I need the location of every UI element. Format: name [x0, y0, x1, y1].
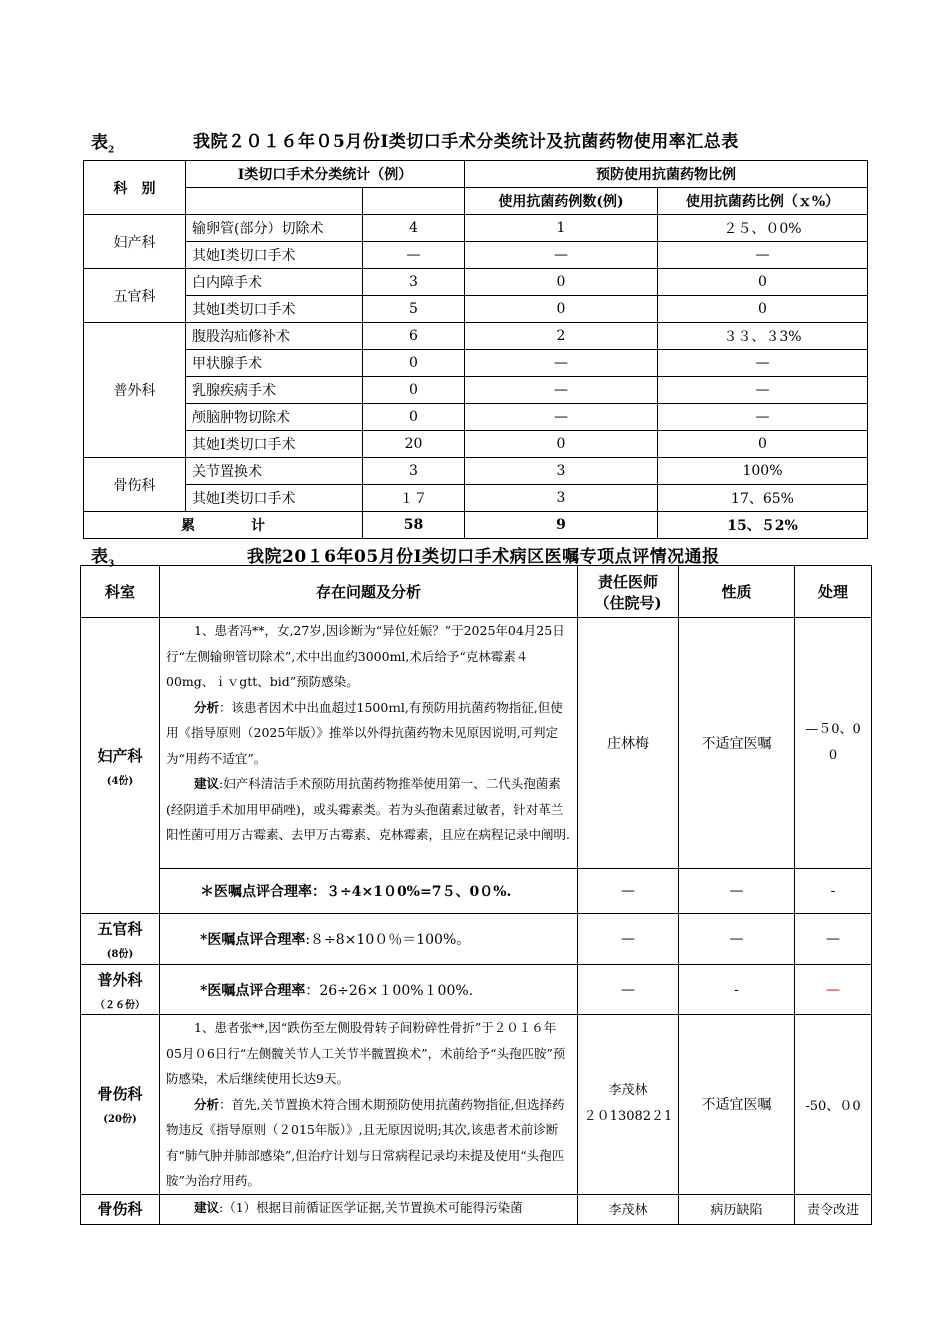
count-cell: 5	[363, 296, 465, 323]
total-label: 累 计	[84, 512, 363, 539]
total-row	[84, 512, 868, 539]
ratio-cell: 100%	[658, 458, 868, 485]
table2-title: 我院２０１６年０5月份Ⅰ类切口手术分类统计及抗菌药物使用率汇总表	[193, 132, 739, 152]
table2-label: 表$_2$	[91, 133, 115, 156]
header-spacer	[363, 188, 465, 215]
table-row	[81, 1194, 872, 1224]
total-used: 9	[465, 512, 658, 539]
doctor-cell: 庄林梅	[578, 618, 679, 869]
surgery-cell: 关节置换术	[186, 458, 363, 485]
handling-cell: —	[795, 965, 872, 1015]
dept-cell: 普外科	[84, 323, 186, 458]
ratio-cell: —	[658, 350, 868, 377]
table-row	[84, 377, 868, 404]
used-cell: 0	[465, 269, 658, 296]
nature-cell: 不适宜医嘱	[679, 1015, 795, 1195]
table-row	[81, 914, 872, 965]
surgery-cell: 白内障手术	[186, 269, 363, 296]
table-row	[81, 965, 872, 1015]
case-text: 1、患者张**,因“跌伤至左侧股骨转子间粉碎性骨折”于２０１６年05月０6日行“左侧髋关节人工关节半髋置换术”，术前给予“头孢匹胺”预防感染，术后继续使用长达9天。	[166, 1020, 566, 1086]
table3-title: 我院20１6年05月份Ⅰ类切口手术病区医嘱专项点评情况通报	[247, 547, 720, 567]
surgery-stats-table	[83, 160, 868, 539]
dept-cell: 骨伤科 (20份)	[81, 1015, 160, 1195]
table-row	[81, 869, 872, 914]
surgery-cell: 甲状腺手术	[186, 350, 363, 377]
doctor-cell: 李茂林	[578, 1194, 679, 1224]
count-cell: 3	[363, 458, 465, 485]
header-spacer	[186, 188, 363, 215]
handling-cell: —	[795, 914, 872, 965]
count-cell: 4	[363, 215, 465, 242]
count-cell: 0	[363, 404, 465, 431]
handling-cell: 责令改进	[795, 1194, 872, 1224]
used-cell: 0	[465, 296, 658, 323]
surgery-cell: 其她Ⅰ类切口手术	[186, 296, 363, 323]
rate-cell: *医嘱点评合理率：26÷26×１00%１00%.	[160, 965, 578, 1015]
ratio-cell: 17、65%	[658, 485, 868, 512]
handling-cell: -50、０0	[795, 1015, 872, 1195]
advice-text: 建议:妇产科清洁手术预防用抗菌药物推举使用第一、二代头孢菌素(经阴道手术加用甲硝唑)，或头霉素类。若为头孢菌素过敏者，针对革兰阳性菌可用万古霉素、去甲万古霉素、克林霉素，且应在病程记录中阐明.	[166, 776, 570, 842]
header-prophylaxis: 预防使用抗菌药物比例	[465, 161, 868, 188]
nature-cell: -	[679, 965, 795, 1015]
ratio-cell: ２５、０0%	[658, 215, 868, 242]
handling-cell: -	[795, 869, 872, 914]
ratio-cell: ３３、３3%	[658, 323, 868, 350]
header-stat: Ⅰ类切口手术分类统计（例）	[186, 161, 465, 188]
table3-label: 表$_3$	[91, 547, 115, 570]
used-cell: 1	[465, 215, 658, 242]
case-text: 1、患者冯**，女,27岁,因诊断为“异位妊娠？”于2025年04月25日行“左侧输卵管切除术”,术中出血约3000ml,术后给予“克林霉素４00mg、ｉｖgtt、bid”预防感染。	[166, 623, 565, 689]
count-cell: —	[363, 242, 465, 269]
used-cell: 3	[465, 485, 658, 512]
dept-cell: 妇产科	[84, 215, 186, 269]
used-cell: —	[465, 377, 658, 404]
total-count: 58	[363, 512, 465, 539]
count-cell: 6	[363, 323, 465, 350]
rate-cell: ＊医嘱点评合理率：３÷4×1０0%=7５、0０%.	[160, 869, 578, 914]
count-cell: 0	[363, 350, 465, 377]
table-row	[84, 458, 868, 485]
surgery-cell: 其她Ⅰ类切口手术	[186, 485, 363, 512]
table-row	[84, 404, 868, 431]
ratio-cell: 0	[658, 296, 868, 323]
count-cell: １７	[363, 485, 465, 512]
doctor-cell: 李茂林 ２０13082２1	[578, 1015, 679, 1195]
handling-cell: —５0、0 0	[795, 618, 872, 869]
table-row	[84, 323, 868, 350]
table-row	[84, 431, 868, 458]
count-cell: 0	[363, 377, 465, 404]
count-cell: 20	[363, 431, 465, 458]
surgery-cell: 输卵管(部分）切除术	[186, 215, 363, 242]
surgery-cell: 其她Ⅰ类切口手术	[186, 242, 363, 269]
ratio-cell: —	[658, 377, 868, 404]
dept-cell: 五官科 (8份)	[81, 914, 160, 965]
used-cell: 0	[465, 431, 658, 458]
dept-cell: 五官科	[84, 269, 186, 323]
ratio-cell: —	[658, 242, 868, 269]
surgery-cell: 乳腺疾病手术	[186, 377, 363, 404]
nature-cell: 不适宜医嘱	[679, 618, 795, 869]
table-row	[81, 618, 872, 869]
header-dept: 科室	[81, 566, 160, 618]
count-cell: 3	[363, 269, 465, 296]
nature-cell: 病历缺陷	[679, 1194, 795, 1224]
doctor-cell: —	[578, 965, 679, 1015]
issue-cell	[160, 618, 578, 869]
table-row	[84, 242, 868, 269]
header-dept: 科 别	[84, 161, 186, 215]
table-row	[84, 485, 868, 512]
table-row	[84, 269, 868, 296]
dept-cell: 骨伤科	[81, 1194, 160, 1224]
surgery-cell: 颅脑肿物切除术	[186, 404, 363, 431]
used-cell: 2	[465, 323, 658, 350]
table-row	[81, 1015, 872, 1195]
advice-text: 建议:（1）根据目前循证医学证据,关节置换术可能得污染菌	[194, 1199, 523, 1215]
doctor-cell: —	[578, 914, 679, 965]
dept-cell: 普外科 （２６份）	[81, 965, 160, 1015]
total-ratio: 15、５2%	[658, 512, 868, 539]
ratio-cell: 0	[658, 431, 868, 458]
surgery-cell: 腹股沟疝修补术	[186, 323, 363, 350]
issue-cell	[160, 1015, 578, 1195]
order-review-table	[80, 565, 872, 1225]
issue-cell	[160, 1194, 578, 1224]
used-cell: —	[465, 350, 658, 377]
ratio-cell: 0	[658, 269, 868, 296]
rate-cell: *医嘱点评合理率:８÷8×10０％＝100%。	[160, 914, 578, 965]
ratio-cell: —	[658, 404, 868, 431]
doctor-cell: —	[578, 869, 679, 914]
table-row	[84, 350, 868, 377]
analysis-text: 分析：首先,关节置换术符合围术期预防使用抗菌药物指征,但选择药物违反《指导原则（２015年版）》,且无原因说明;其次,该患者术前诊断有“肺气肿并肺部感染”,但治疗计划与日常病程记录均未提及使用“头孢匹胺”为治疗用药。	[166, 1096, 565, 1188]
surgery-cell: 其她Ⅰ类切口手术	[186, 431, 363, 458]
header-issue: 存在问题及分析	[160, 566, 578, 618]
table-row	[84, 215, 868, 242]
header-handling: 处理	[795, 566, 872, 618]
table-row	[84, 296, 868, 323]
header-doctor: 责任医师 （住院号)	[578, 566, 679, 618]
nature-cell: —	[679, 914, 795, 965]
dept-cell: 妇产科 (4份)	[81, 618, 160, 914]
header-ratio: 使用抗菌药比例（ｘ%）	[658, 188, 868, 215]
nature-cell: —	[679, 869, 795, 914]
dept-cell: 骨伤科	[84, 458, 186, 512]
header-nature: 性质	[679, 566, 795, 618]
used-cell: 3	[465, 458, 658, 485]
used-cell: —	[465, 242, 658, 269]
header-cases: 使用抗菌药例数(例)	[465, 188, 658, 215]
analysis-text: 分析：该患者因术中出血超过1500ｍl,有预防用抗菌药物指征,但使用《指导原则（2025年版）》推举以外得抗菌药物未见原因说明,可判定为“用药不适宜”。	[166, 699, 563, 766]
used-cell: —	[465, 404, 658, 431]
